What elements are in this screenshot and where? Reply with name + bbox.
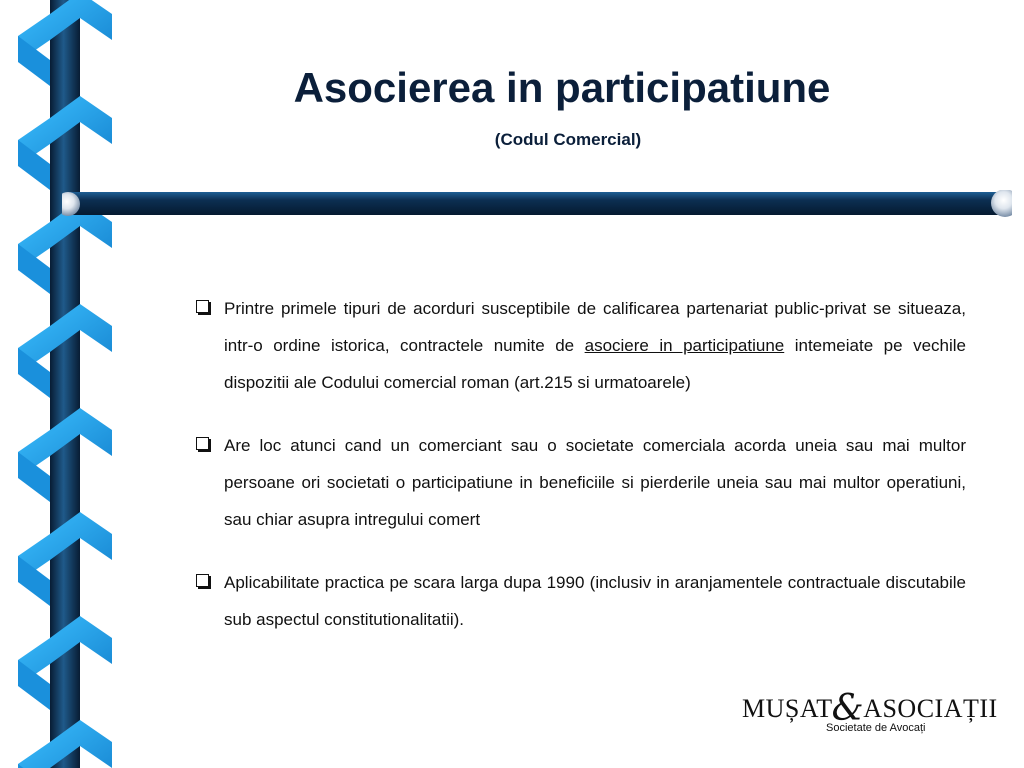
decorative-ribbon-border <box>0 0 115 768</box>
bullet-text: Aplicabilitate practica pe scara larga dupa 1990 (inclusiv in aranjamentele contractuale discutabile sub aspectul constitutionalitatii). <box>224 573 966 629</box>
company-logo <box>740 680 1002 740</box>
bullet-item <box>196 564 966 638</box>
checkbox-bullet-icon <box>196 300 209 313</box>
underlined-term: asociere in participatiune <box>584 336 785 355</box>
bullet-text: Printre primele tipuri de acorduri susceptibile de calificarea partenariat public-privat se situeaza, intr-o ordine istorica, contractele numite de asociere in participatiune intemeiate pe vechile dispozitii ale Codului comercial roman (art.215 si urmatoarele) <box>224 299 966 392</box>
bullet-item <box>196 427 966 538</box>
checkbox-bullet-icon <box>196 574 209 587</box>
logo-wordmark: MUȘAT&ASOCIAȚII <box>742 688 998 729</box>
checkbox-bullet-icon <box>196 437 209 450</box>
slide-subtitle: (Codul Comercial) <box>494 130 642 149</box>
bullet-list <box>196 290 966 664</box>
logo-tagline: Societate de Avocați <box>826 722 926 734</box>
slide-title: Asocierea in participatiune <box>293 64 831 111</box>
bullet-text: Are loc atunci cand un comerciant sau o societate comerciala acorda uneia sau mai multor persoane ori societati o participatiune in beneficiile si pierderile uneia sau mai multor operatiuni, sau chiar asupra intregului comert <box>224 436 966 529</box>
header-divider-bar <box>62 190 1012 217</box>
bullet-item <box>196 290 966 401</box>
